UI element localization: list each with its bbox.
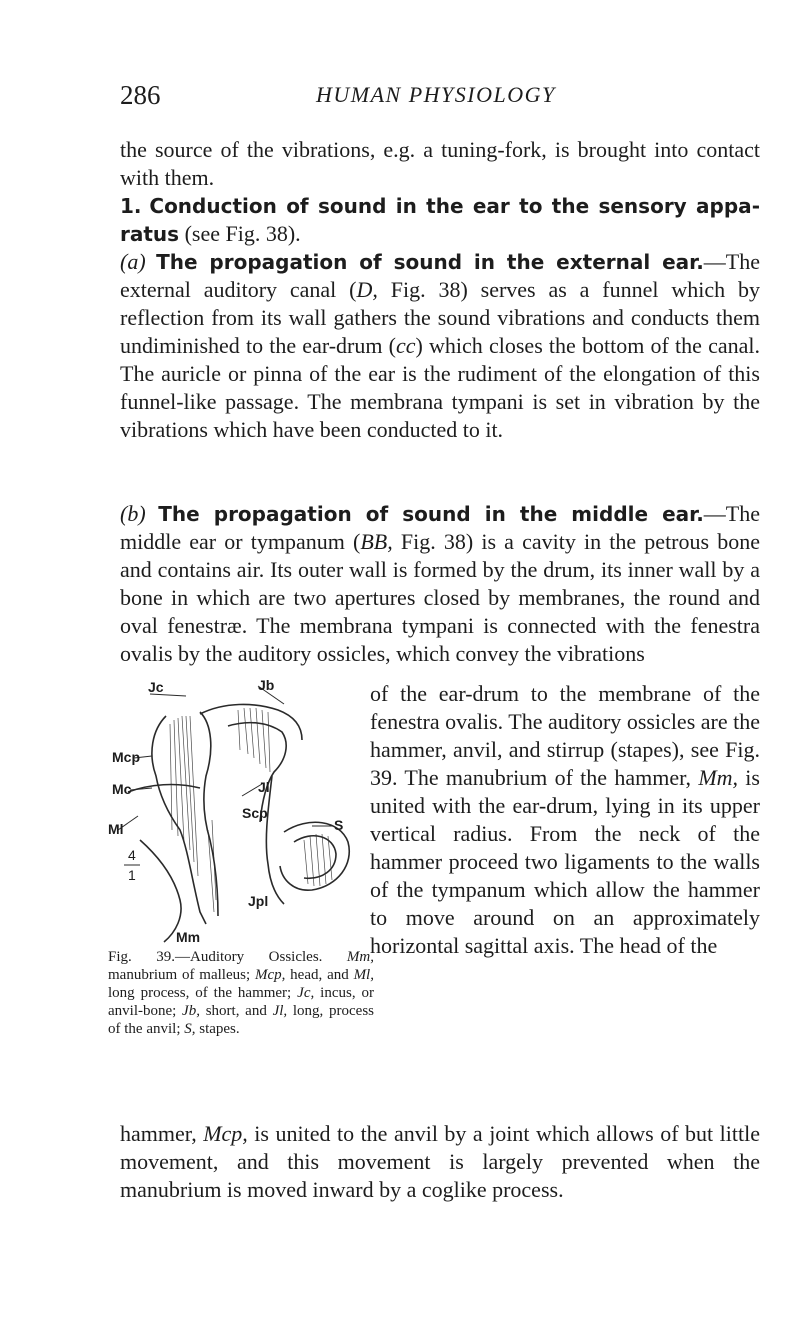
label-jpl: Jpl	[248, 893, 269, 909]
page-number: 286	[120, 80, 161, 110]
running-title: HUMAN PHYSIOLOGY	[316, 82, 556, 107]
label-scp: Scp	[242, 805, 268, 821]
label-jl: Jl	[258, 779, 270, 795]
label-mcp: Mcp	[112, 749, 140, 765]
side-column-text: of the ear-drum to the membrane of the fenestra ovalis. The auditory ossicles are the hammer, anvil, and stirrup (stapes), see Fig. 39. The manubrium of the hammer, Mm, is united with the ear-drum, lying in its upper vertical radius. From the neck of the hammer proceed two ligaments to the walls of the tympanum which allow the hammer to move around on an approximately horizontal sagittal axis. The head of the	[370, 681, 760, 958]
label-ml: Ml	[108, 821, 124, 837]
ossicles-illustration	[108, 680, 368, 950]
section-1-number: 1.	[120, 194, 142, 218]
label-jb: Jb	[258, 680, 275, 693]
label-mm: Mm	[176, 929, 201, 945]
paragraph-continued: the source of the vibrations, e.g. a tuning-fork, is brought into contact with them.	[120, 137, 760, 190]
section-a: (a) The propagation of sound in the external ear.—The external auditory canal (D, Fig. 38) serves as a funnel which by reflection from its wall gathers the sound vibrations and conducts them undiminished to the ear-drum (cc) which closes the bottom of the canal. The auricle or pinna of the ear is the rudiment of the elongation of this funnel-like passage. The membrana tympani is set in vibration by the vibrations which have been conducted to it.	[120, 249, 760, 442]
closing-paragraph: hammer, Mcp, is united to the anvil by a joint which allows of but little movement, and this movement is largely prevented when the manubrium is moved inward by a coglike process.	[120, 1121, 760, 1202]
section-b-heading: The propagation of sound in the middle ear.	[158, 502, 704, 526]
section-b: (b) The propagation of sound in the middle ear.—The middle ear or tympanum (BB, Fig. 38) is a cavity in the petrous bone and contains air. Its outer wall is formed by the drum, its inner wall by a bone in which are two apertures closed by membranes, the round and oval fenestræ. The membrana tympani is connected with the fenestra ovalis by the auditory ossicles, which convey the vibrations	[120, 501, 760, 666]
section-b-letter: (b)	[120, 501, 146, 526]
caption-lead: Fig. 39.—Auditory Ossicles.	[108, 949, 323, 965]
label-jc: Jc	[148, 680, 164, 695]
section-1-ref: (see Fig. 38).	[179, 221, 301, 246]
section-1-heading: Conduction of sound in the ear to the sensory apparatus	[120, 194, 760, 246]
section-a-letter: (a)	[120, 249, 146, 274]
label-s: S	[334, 817, 344, 833]
label-4: 4	[128, 847, 136, 863]
label-1: 1	[128, 867, 136, 883]
section-1	[120, 192, 760, 248]
label-mc: Mc	[112, 781, 132, 797]
section-a-heading: The propagation of sound in the external ear.	[156, 250, 704, 274]
figure-caption: Fig. 39.—Auditory Ossicles. Mm, manubrium of malleus; Mcp, head, and Ml, long process, of the hammer; Jc, incus, or anvil-bone; Jb, short, and Jl, long, process of the anvil; S, stapes.	[108, 949, 374, 1037]
page-header	[120, 80, 760, 120]
